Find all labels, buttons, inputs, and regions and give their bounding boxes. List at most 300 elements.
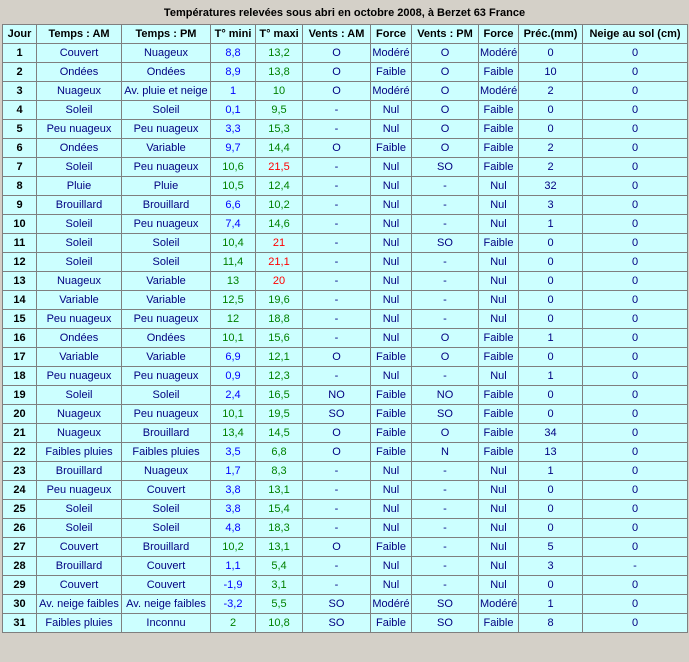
- cell-precipitation: 0: [519, 386, 583, 405]
- cell-temps-am: Peu nuageux: [37, 481, 122, 500]
- cell-vents-pm: -: [412, 557, 479, 576]
- cell-vents-pm: -: [412, 500, 479, 519]
- cell-precipitation: 0: [519, 310, 583, 329]
- cell-force-am: Nul: [371, 177, 412, 196]
- table-row: [3, 234, 688, 253]
- cell-jour: 22: [3, 443, 37, 462]
- cell-tmax: 21,5: [256, 158, 303, 177]
- cell-precipitation: 32: [519, 177, 583, 196]
- cell-force-pm: Nul: [479, 253, 519, 272]
- cell-neige: 0: [583, 272, 688, 291]
- table-row: [3, 253, 688, 272]
- cell-precipitation: 1: [519, 329, 583, 348]
- cell-jour: 13: [3, 272, 37, 291]
- cell-temps-pm: Soleil: [122, 386, 211, 405]
- table-row: [3, 386, 688, 405]
- cell-force-am: Faible: [371, 405, 412, 424]
- cell-force-am: Faible: [371, 63, 412, 82]
- cell-vents-am: -: [303, 500, 371, 519]
- cell-tmax: 13,1: [256, 538, 303, 557]
- cell-force-am: Modéré: [371, 82, 412, 101]
- cell-temps-am: Av. neige faibles: [37, 595, 122, 614]
- cell-neige: 0: [583, 443, 688, 462]
- table-row: [3, 272, 688, 291]
- cell-vents-pm: -: [412, 538, 479, 557]
- cell-jour: 31: [3, 614, 37, 633]
- cell-vents-am: -: [303, 253, 371, 272]
- cell-vents-am: -: [303, 158, 371, 177]
- cell-vents-am: -: [303, 177, 371, 196]
- cell-temps-am: Nuageux: [37, 272, 122, 291]
- cell-neige: 0: [583, 367, 688, 386]
- table-row: [3, 82, 688, 101]
- cell-neige: 0: [583, 405, 688, 424]
- cell-jour: 3: [3, 82, 37, 101]
- cell-tmax: 8,3: [256, 462, 303, 481]
- cell-temps-pm: Ondées: [122, 329, 211, 348]
- cell-neige: 0: [583, 462, 688, 481]
- cell-force-pm: Faible: [479, 386, 519, 405]
- cell-jour: 23: [3, 462, 37, 481]
- cell-vents-pm: -: [412, 367, 479, 386]
- cell-precipitation: 0: [519, 481, 583, 500]
- cell-tmax: 21,1: [256, 253, 303, 272]
- cell-force-pm: Faible: [479, 405, 519, 424]
- cell-neige: 0: [583, 348, 688, 367]
- cell-tmax: 9,5: [256, 101, 303, 120]
- cell-temps-pm: Brouillard: [122, 424, 211, 443]
- cell-tmin: 3,5: [211, 443, 256, 462]
- cell-force-am: Faible: [371, 538, 412, 557]
- cell-force-pm: Nul: [479, 557, 519, 576]
- table-row: [3, 44, 688, 63]
- table-row: [3, 310, 688, 329]
- cell-vents-pm: -: [412, 291, 479, 310]
- cell-temps-am: Soleil: [37, 158, 122, 177]
- cell-vents-pm: -: [412, 576, 479, 595]
- cell-force-pm: Faible: [479, 120, 519, 139]
- cell-temps-am: Soleil: [37, 519, 122, 538]
- cell-tmin: 10,5: [211, 177, 256, 196]
- cell-tmax: 12,4: [256, 177, 303, 196]
- cell-temps-pm: Faibles pluies: [122, 443, 211, 462]
- header-force-pm: Force: [479, 25, 519, 44]
- cell-tmax: 5,5: [256, 595, 303, 614]
- cell-tmin: 10,2: [211, 538, 256, 557]
- cell-neige: 0: [583, 595, 688, 614]
- table-row: [3, 101, 688, 120]
- cell-vents-am: -: [303, 519, 371, 538]
- cell-force-pm: Nul: [479, 462, 519, 481]
- cell-precipitation: 1: [519, 215, 583, 234]
- cell-force-am: Modéré: [371, 44, 412, 63]
- header-force-am: Force: [371, 25, 412, 44]
- table-row: [3, 576, 688, 595]
- cell-force-pm: Faible: [479, 234, 519, 253]
- cell-tmin: 10,4: [211, 234, 256, 253]
- cell-vents-pm: -: [412, 519, 479, 538]
- cell-jour: 10: [3, 215, 37, 234]
- cell-temps-pm: Peu nuageux: [122, 367, 211, 386]
- cell-precipitation: 0: [519, 272, 583, 291]
- cell-vents-pm: -: [412, 215, 479, 234]
- cell-neige: 0: [583, 614, 688, 633]
- cell-vents-am: -: [303, 329, 371, 348]
- table-row: [3, 215, 688, 234]
- cell-vents-pm: SO: [412, 595, 479, 614]
- cell-force-am: Faible: [371, 424, 412, 443]
- cell-vents-am: -: [303, 310, 371, 329]
- cell-vents-pm: -: [412, 272, 479, 291]
- cell-temps-pm: Couvert: [122, 481, 211, 500]
- cell-tmax: 14,6: [256, 215, 303, 234]
- cell-tmax: 12,3: [256, 367, 303, 386]
- cell-force-pm: Nul: [479, 481, 519, 500]
- cell-vents-pm: O: [412, 348, 479, 367]
- cell-force-pm: Modéré: [479, 44, 519, 63]
- cell-temps-pm: Soleil: [122, 234, 211, 253]
- cell-tmin: 2: [211, 614, 256, 633]
- cell-jour: 16: [3, 329, 37, 348]
- cell-temps-pm: Nuageux: [122, 462, 211, 481]
- cell-precipitation: 5: [519, 538, 583, 557]
- cell-tmax: 18,8: [256, 310, 303, 329]
- cell-temps-am: Couvert: [37, 538, 122, 557]
- cell-precipitation: 0: [519, 576, 583, 595]
- cell-neige: 0: [583, 519, 688, 538]
- cell-neige: 0: [583, 44, 688, 63]
- cell-force-am: Nul: [371, 158, 412, 177]
- cell-neige: 0: [583, 386, 688, 405]
- cell-force-pm: Faible: [479, 101, 519, 120]
- cell-force-am: Nul: [371, 462, 412, 481]
- cell-tmin: 2,4: [211, 386, 256, 405]
- cell-tmin: 10,1: [211, 329, 256, 348]
- cell-tmin: 9,7: [211, 139, 256, 158]
- cell-force-am: Nul: [371, 329, 412, 348]
- cell-jour: 12: [3, 253, 37, 272]
- cell-tmin: 12: [211, 310, 256, 329]
- cell-force-pm: Nul: [479, 215, 519, 234]
- header-row: [3, 25, 688, 44]
- cell-tmax: 10,8: [256, 614, 303, 633]
- cell-precipitation: 0: [519, 234, 583, 253]
- cell-tmin: 1,1: [211, 557, 256, 576]
- cell-temps-pm: Soleil: [122, 101, 211, 120]
- cell-tmax: 19,5: [256, 405, 303, 424]
- cell-tmax: 16,5: [256, 386, 303, 405]
- cell-tmin: 0,1: [211, 101, 256, 120]
- cell-tmin: 11,4: [211, 253, 256, 272]
- cell-temps-pm: Av. pluie et neige: [122, 82, 211, 101]
- cell-precipitation: 0: [519, 101, 583, 120]
- header-neige: Neige au sol (cm): [583, 25, 688, 44]
- table-row: [3, 557, 688, 576]
- cell-jour: 28: [3, 557, 37, 576]
- cell-precipitation: 0: [519, 291, 583, 310]
- cell-vents-pm: N: [412, 443, 479, 462]
- cell-temps-pm: Variable: [122, 291, 211, 310]
- cell-vents-am: -: [303, 196, 371, 215]
- cell-precipitation: 3: [519, 557, 583, 576]
- cell-temps-am: Ondées: [37, 139, 122, 158]
- cell-tmin: 3,3: [211, 120, 256, 139]
- cell-temps-am: Couvert: [37, 44, 122, 63]
- cell-temps-pm: Brouillard: [122, 196, 211, 215]
- cell-jour: 25: [3, 500, 37, 519]
- cell-jour: 5: [3, 120, 37, 139]
- cell-jour: 8: [3, 177, 37, 196]
- cell-force-pm: Nul: [479, 576, 519, 595]
- cell-vents-pm: -: [412, 462, 479, 481]
- cell-neige: 0: [583, 215, 688, 234]
- cell-temps-am: Ondées: [37, 63, 122, 82]
- table-row: [3, 329, 688, 348]
- cell-jour: 2: [3, 63, 37, 82]
- cell-precipitation: 0: [519, 500, 583, 519]
- cell-temps-am: Soleil: [37, 101, 122, 120]
- cell-vents-am: O: [303, 139, 371, 158]
- cell-force-pm: Nul: [479, 272, 519, 291]
- cell-force-am: Nul: [371, 519, 412, 538]
- cell-neige: 0: [583, 576, 688, 595]
- cell-force-pm: Modéré: [479, 595, 519, 614]
- cell-vents-am: NO: [303, 386, 371, 405]
- cell-tmin: 6,6: [211, 196, 256, 215]
- cell-force-am: Nul: [371, 367, 412, 386]
- table-row: [3, 462, 688, 481]
- cell-precipitation: 2: [519, 139, 583, 158]
- cell-neige: 0: [583, 329, 688, 348]
- cell-force-am: Nul: [371, 500, 412, 519]
- cell-jour: 30: [3, 595, 37, 614]
- cell-neige: 0: [583, 234, 688, 253]
- cell-precipitation: 1: [519, 462, 583, 481]
- cell-force-pm: Faible: [479, 424, 519, 443]
- table-row: [3, 139, 688, 158]
- cell-jour: 4: [3, 101, 37, 120]
- cell-vents-am: O: [303, 424, 371, 443]
- cell-jour: 21: [3, 424, 37, 443]
- cell-jour: 27: [3, 538, 37, 557]
- cell-temps-pm: Brouillard: [122, 538, 211, 557]
- cell-temps-pm: Av. neige faibles: [122, 595, 211, 614]
- cell-tmax: 18,3: [256, 519, 303, 538]
- cell-temps-pm: Inconnu: [122, 614, 211, 633]
- cell-vents-pm: O: [412, 139, 479, 158]
- cell-tmin: 7,4: [211, 215, 256, 234]
- cell-neige: 0: [583, 291, 688, 310]
- cell-temps-am: Soleil: [37, 500, 122, 519]
- cell-jour: 29: [3, 576, 37, 595]
- cell-neige: 0: [583, 158, 688, 177]
- cell-vents-am: O: [303, 82, 371, 101]
- header-temps-am: Temps : AM: [37, 25, 122, 44]
- header-tmax: T° maxi: [256, 25, 303, 44]
- table-row: [3, 595, 688, 614]
- cell-neige: 0: [583, 310, 688, 329]
- table-row: [3, 348, 688, 367]
- cell-precipitation: 0: [519, 405, 583, 424]
- cell-tmin: 6,9: [211, 348, 256, 367]
- cell-vents-pm: -: [412, 481, 479, 500]
- cell-temps-pm: Peu nuageux: [122, 120, 211, 139]
- cell-vents-pm: SO: [412, 234, 479, 253]
- cell-temps-pm: Peu nuageux: [122, 158, 211, 177]
- cell-tmax: 10: [256, 82, 303, 101]
- table-row: [3, 443, 688, 462]
- cell-temps-am: Nuageux: [37, 424, 122, 443]
- cell-vents-pm: NO: [412, 386, 479, 405]
- cell-temps-am: Brouillard: [37, 557, 122, 576]
- cell-jour: 14: [3, 291, 37, 310]
- cell-force-am: Nul: [371, 120, 412, 139]
- cell-temps-am: Pluie: [37, 177, 122, 196]
- cell-force-pm: Nul: [479, 310, 519, 329]
- cell-precipitation: 10: [519, 63, 583, 82]
- cell-vents-am: O: [303, 63, 371, 82]
- cell-tmin: 4,8: [211, 519, 256, 538]
- cell-vents-am: -: [303, 234, 371, 253]
- cell-neige: 0: [583, 63, 688, 82]
- cell-vents-pm: O: [412, 82, 479, 101]
- cell-force-am: Faible: [371, 348, 412, 367]
- cell-vents-pm: -: [412, 196, 479, 215]
- cell-precipitation: 0: [519, 120, 583, 139]
- cell-tmax: 13,2: [256, 44, 303, 63]
- cell-temps-am: Brouillard: [37, 462, 122, 481]
- cell-tmax: 21: [256, 234, 303, 253]
- cell-force-am: Faible: [371, 614, 412, 633]
- cell-neige: 0: [583, 139, 688, 158]
- cell-tmax: 20: [256, 272, 303, 291]
- header-vents-pm: Vents : PM: [412, 25, 479, 44]
- cell-jour: 18: [3, 367, 37, 386]
- cell-temps-am: Soleil: [37, 386, 122, 405]
- cell-tmax: 13,1: [256, 481, 303, 500]
- cell-vents-pm: O: [412, 101, 479, 120]
- cell-tmin: 13,4: [211, 424, 256, 443]
- cell-tmax: 13,8: [256, 63, 303, 82]
- cell-vents-am: SO: [303, 405, 371, 424]
- temperature-table: [2, 24, 688, 633]
- cell-temps-am: Peu nuageux: [37, 120, 122, 139]
- cell-force-pm: Modéré: [479, 82, 519, 101]
- table-row: [3, 538, 688, 557]
- cell-temps-pm: Soleil: [122, 500, 211, 519]
- header-jour: Jour: [3, 25, 37, 44]
- cell-vents-am: SO: [303, 614, 371, 633]
- cell-temps-pm: Variable: [122, 272, 211, 291]
- table-row: [3, 519, 688, 538]
- cell-vents-am: -: [303, 367, 371, 386]
- cell-tmax: 14,4: [256, 139, 303, 158]
- cell-tmin: -1,9: [211, 576, 256, 595]
- cell-tmin: 10,6: [211, 158, 256, 177]
- cell-jour: 6: [3, 139, 37, 158]
- cell-neige: 0: [583, 500, 688, 519]
- cell-force-pm: Faible: [479, 329, 519, 348]
- cell-tmin: 1,7: [211, 462, 256, 481]
- cell-neige: 0: [583, 196, 688, 215]
- cell-vents-pm: SO: [412, 405, 479, 424]
- header-vents-am: Vents : AM: [303, 25, 371, 44]
- cell-force-pm: Faible: [479, 443, 519, 462]
- cell-precipitation: 0: [519, 253, 583, 272]
- cell-precipitation: 1: [519, 367, 583, 386]
- cell-force-pm: Faible: [479, 63, 519, 82]
- cell-temps-am: Peu nuageux: [37, 310, 122, 329]
- cell-tmin: 8,9: [211, 63, 256, 82]
- cell-temps-am: Faibles pluies: [37, 443, 122, 462]
- cell-temps-pm: Variable: [122, 348, 211, 367]
- cell-force-pm: Faible: [479, 158, 519, 177]
- cell-tmin: 1: [211, 82, 256, 101]
- cell-neige: 0: [583, 177, 688, 196]
- cell-temps-pm: Soleil: [122, 519, 211, 538]
- sheet-title: Températures relevées sous abri en octobre 2008, à Berzet 63 France: [163, 7, 526, 19]
- cell-neige: 0: [583, 424, 688, 443]
- cell-force-pm: Nul: [479, 538, 519, 557]
- cell-vents-am: O: [303, 44, 371, 63]
- cell-force-am: Nul: [371, 196, 412, 215]
- cell-vents-am: O: [303, 348, 371, 367]
- cell-force-am: Modéré: [371, 595, 412, 614]
- cell-precipitation: 8: [519, 614, 583, 633]
- table-row: [3, 405, 688, 424]
- cell-tmax: 5,4: [256, 557, 303, 576]
- cell-jour: 26: [3, 519, 37, 538]
- cell-tmax: 15,6: [256, 329, 303, 348]
- cell-precipitation: 34: [519, 424, 583, 443]
- cell-vents-pm: O: [412, 329, 479, 348]
- cell-temps-am: Faibles pluies: [37, 614, 122, 633]
- table-row: [3, 63, 688, 82]
- cell-vents-am: -: [303, 576, 371, 595]
- cell-jour: 17: [3, 348, 37, 367]
- cell-jour: 1: [3, 44, 37, 63]
- cell-tmin: -3,2: [211, 595, 256, 614]
- cell-jour: 11: [3, 234, 37, 253]
- cell-temps-am: Nuageux: [37, 82, 122, 101]
- cell-vents-am: -: [303, 101, 371, 120]
- cell-force-am: Nul: [371, 101, 412, 120]
- cell-tmin: 13: [211, 272, 256, 291]
- cell-jour: 19: [3, 386, 37, 405]
- cell-temps-am: Variable: [37, 348, 122, 367]
- cell-precipitation: 13: [519, 443, 583, 462]
- cell-temps-am: Soleil: [37, 215, 122, 234]
- cell-force-am: Nul: [371, 291, 412, 310]
- cell-vents-am: O: [303, 538, 371, 557]
- cell-precipitation: 3: [519, 196, 583, 215]
- cell-force-pm: Nul: [479, 367, 519, 386]
- cell-temps-pm: Peu nuageux: [122, 310, 211, 329]
- cell-tmin: 3,8: [211, 500, 256, 519]
- cell-force-am: Faible: [371, 139, 412, 158]
- cell-neige: 0: [583, 481, 688, 500]
- cell-vents-am: -: [303, 481, 371, 500]
- cell-temps-pm: Peu nuageux: [122, 215, 211, 234]
- cell-tmin: 0,9: [211, 367, 256, 386]
- cell-vents-am: O: [303, 443, 371, 462]
- cell-tmax: 3,1: [256, 576, 303, 595]
- cell-temps-am: Soleil: [37, 253, 122, 272]
- table-row: [3, 120, 688, 139]
- cell-vents-pm: O: [412, 424, 479, 443]
- cell-tmin: 10,1: [211, 405, 256, 424]
- cell-temps-am: Ondées: [37, 329, 122, 348]
